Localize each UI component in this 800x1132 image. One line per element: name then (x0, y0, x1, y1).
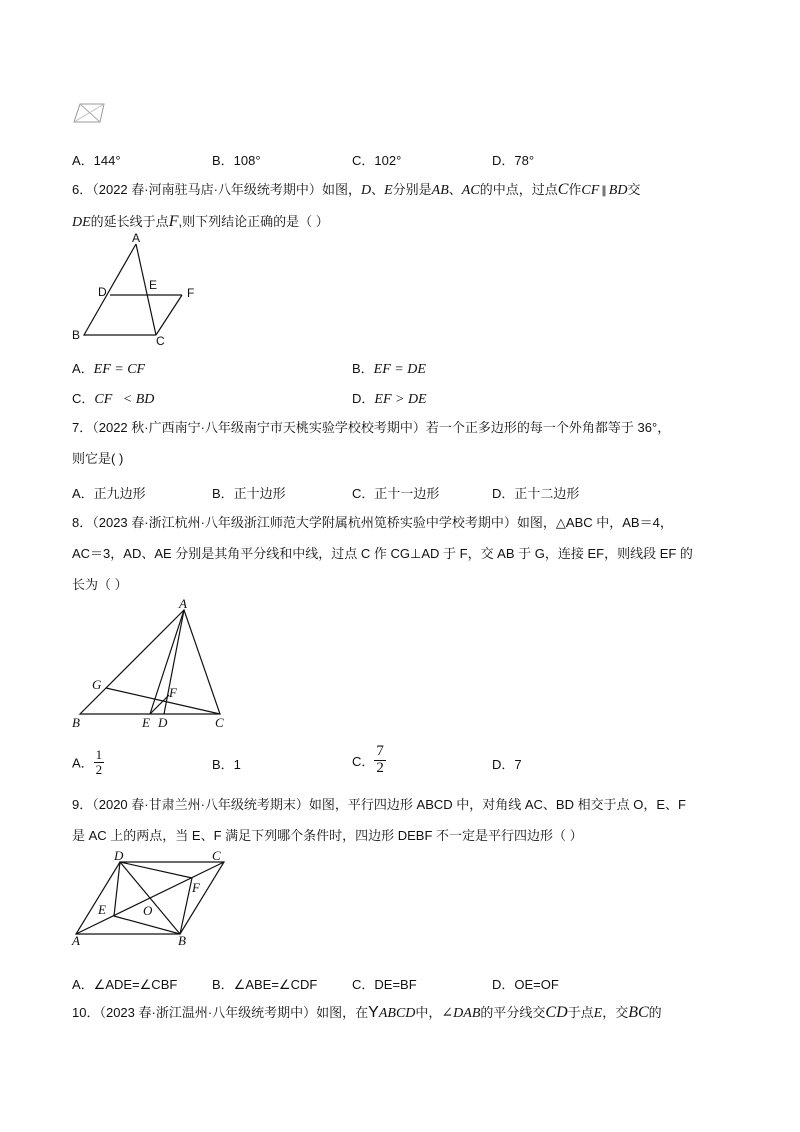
q9-figure (70, 848, 246, 948)
q6-label-d: D (98, 285, 107, 299)
q9-label-e: E (98, 902, 106, 917)
q6-stem-line2: DE的延长线于点F,则下列结论正确的是（ ） (72, 213, 329, 230)
q6-label-e: E (149, 278, 158, 292)
q7-option-b[interactable]: B．正十边形 (212, 486, 286, 501)
q8-label-g: G (92, 677, 102, 692)
q9-stem-line2: 是 AC 上的两点，当 E、F 满足下列哪个条件时，四边形 DEBF 不一定是平行四边形（ ） (72, 828, 583, 843)
q8-option-a[interactable]: A． $\frac{1}{2}$ (72, 747, 103, 777)
q9-label-c: C (212, 848, 221, 863)
q5-option-d[interactable]: D．78° (492, 153, 535, 168)
q9-quadrilateral-debf (114, 862, 192, 934)
q7-option-c[interactable]: C．正十一边形 (352, 486, 440, 501)
q8-label-e: E (142, 715, 150, 730)
q9-label-d: D (114, 848, 124, 863)
q7-option-d[interactable]: D．正十二边形 (492, 486, 580, 501)
q8-stem-line2: AC＝3，AD、AE 分别是其角平分线和中线，过点 C 作 CG⊥AD 于 F，交 AB 于 G，连接 EF，则线段 EF 的 (72, 546, 693, 561)
q9-option-c[interactable]: C．DE=BF (352, 977, 417, 992)
q9-option-b[interactable]: B．∠ABE=∠CDF (212, 977, 318, 992)
q9-label-b: B (178, 933, 186, 948)
q7-stem-line1: 7．（2022 秋·广西南宁·八年级南宁市天桃实验学校校考期中）若一个正多边形的每一个外角都等于 36°， (72, 420, 671, 435)
q5-option-c[interactable]: C．102° (352, 153, 402, 168)
q9-stem-line1: 9．（2020 春·甘肃兰州·八年级统考期末）如图，平行四边形 ABCD 中，对角线 AC、BD 相交于点 O，E、F (72, 797, 686, 812)
q6-option-c[interactable]: C．CF < BD (72, 391, 155, 407)
q6-label-f: F (187, 286, 195, 300)
q8-label-a: A (179, 596, 187, 611)
q9-label-o: O (143, 903, 153, 918)
q8-option-d[interactable]: D．7 (492, 757, 522, 772)
q6-figure (70, 232, 210, 350)
q7-stem-line2: 则它是( ) (72, 451, 124, 466)
q9-option-a[interactable]: A．∠ADE=∠CBF (72, 977, 178, 992)
q8-label-f: F (169, 685, 177, 700)
fraction: $\frac{7}{2}$ (376, 743, 384, 776)
q5-figure (70, 96, 110, 128)
q5-diagonal (74, 104, 104, 122)
q6-line-cf (156, 295, 182, 335)
q8-stem-line1: 8．（2023 春·浙江杭州·八年级浙江师范大学附属杭州笕桥实验中学校考期中）如图，△ABC 中，AB＝4， (72, 515, 673, 530)
q6-label-a: A (132, 232, 141, 245)
q8-label-d: D (158, 715, 168, 730)
q8-option-b[interactable]: B．1 (212, 757, 241, 772)
q9-label-f: F (192, 880, 200, 895)
fraction: $\frac{1}{2}$ (95, 747, 103, 777)
q6-option-a[interactable]: A．EF = CF (72, 361, 146, 377)
q5-diagonal (80, 104, 100, 122)
q8-option-c[interactable]: C． $\frac{7}{2}$ (352, 743, 384, 776)
q5-option-b[interactable]: B．108° (212, 153, 261, 168)
q6-option-b[interactable]: B．EF = DE (352, 361, 426, 377)
q9-option-d[interactable]: D．OE=OF (492, 977, 559, 992)
q6-option-d[interactable]: D．EF > DE (352, 391, 427, 407)
q6-label-b: B (72, 328, 81, 342)
q8-figure (70, 596, 240, 734)
q8-label-b: B (72, 715, 80, 730)
q6-stem-line1: 6．（2022 春·河南驻马店·八年级统考期中）如图，D、E分别是AB、AC的中点，过点C作CF ∥ BD交 (72, 181, 641, 198)
q10-stem-line1: 10．（2023 春·浙江温州·八年级统考期中）如图，在YABCD中，∠DAB的平分线交CD于点E，交BC的 (72, 1004, 662, 1021)
q8-stem-line3: 长为（ ） (72, 577, 128, 592)
q6-label-c: C (156, 334, 165, 348)
q7-option-a[interactable]: A．正九边形 (72, 486, 146, 501)
q6-triangle (84, 244, 156, 335)
q5-option-a[interactable]: A．144° (72, 153, 121, 168)
q8-label-c: C (215, 715, 224, 730)
q9-label-a: A (72, 933, 80, 948)
